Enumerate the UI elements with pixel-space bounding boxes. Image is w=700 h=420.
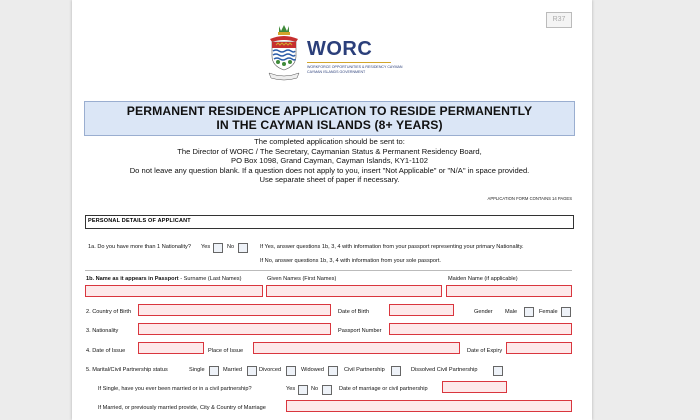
- instruction-line: PO Box 1098, Grand Cayman, Cayman Islands, KY1-1102: [231, 156, 428, 165]
- page-count-note: APPLICATION FORM CONTAINS 14 PAGES: [487, 196, 572, 201]
- instruction-line: The Director of WORC / The Secretary, Caymanian Status & Permanent Residency Board,: [177, 146, 482, 156]
- place-of-issue-label: Place of Issue: [208, 348, 244, 354]
- form-number: R37: [546, 12, 572, 28]
- passport-number-field[interactable]: [389, 323, 572, 335]
- section-header: [85, 215, 574, 229]
- instruction-line: Use separate sheet of paper if necessary.: [259, 175, 400, 184]
- married-question-label: If Married, or previously married provide, City & Country of Marriage: [98, 405, 266, 411]
- civil-partnership-label: Civil Partnership: [344, 367, 385, 373]
- title-line-2: IN THE CAYMAN ISLANDS (8+ YEARS): [216, 118, 443, 132]
- dissolved-civil-partnership-label: Dissolved Civil Partnership: [411, 367, 478, 373]
- logo-subtitle-1: WORKFORCE OPPORTUNITIES & RESIDENCY CAYMAN: [307, 65, 403, 69]
- maiden-name-field[interactable]: [446, 285, 572, 297]
- male-label: Male: [505, 309, 518, 315]
- instructions: [84, 137, 575, 185]
- section-title: PERSONAL DETAILS OF APPLICANT: [88, 218, 191, 224]
- nationality-label: 3. Nationality: [86, 328, 119, 334]
- dissolved-civil-partnership-checkbox[interactable]: [493, 366, 503, 376]
- coat-of-arms-icon: [265, 23, 303, 83]
- widowed-label: Widowed: [301, 367, 325, 373]
- single-label: Single: [189, 367, 205, 373]
- q1b-label-bold: 1b. Name as it appears in Passport: [86, 276, 179, 282]
- passport-number-label: Passport Number: [338, 328, 382, 334]
- given-names-field[interactable]: [266, 285, 442, 297]
- single-question-label: If Single, have you ever been married or in a civil partnership?: [98, 386, 252, 392]
- nationality-field[interactable]: [138, 323, 331, 335]
- row-divider: [85, 270, 572, 271]
- logo-subtitle-2: CAYMAN ISLANDS GOVERNMENT: [307, 70, 366, 74]
- single-yes-label: Yes: [286, 386, 296, 392]
- page-title: [84, 104, 575, 132]
- date-of-birth-field[interactable]: [389, 304, 454, 316]
- single-no-label: No: [311, 386, 319, 392]
- instruction-line: Do not leave any question blank. If a question does not apply to you, insert "Not Applicable" or "N/A" in space provided.: [129, 165, 530, 175]
- q1b-label: [86, 276, 241, 282]
- form-page: [72, 0, 592, 420]
- date-of-expiry-label: Date of Expiry: [467, 348, 503, 354]
- surname-field[interactable]: [85, 285, 263, 297]
- given-names-label: Given Names (First Names): [267, 276, 337, 282]
- civil-partnership-checkbox[interactable]: [391, 366, 401, 376]
- female-checkbox[interactable]: [561, 307, 571, 317]
- q1a-note-yes: If Yes, answer questions 1b, 3, 4 with information from your passport representing your primary Nationality.: [260, 244, 524, 250]
- maiden-name-label: Maiden Name (if applicable): [448, 276, 518, 282]
- q1a-label: 1a. Do you have more than 1 Nationality?: [88, 244, 191, 250]
- country-of-birth-label: 2. Country of Birth: [86, 309, 132, 315]
- date-of-birth-label: Date of Birth: [338, 309, 370, 315]
- q1a-yes-label: Yes: [201, 244, 211, 250]
- country-of-birth-field[interactable]: [138, 304, 331, 316]
- marital-status-label: 5. Marital/Civil Partnership status: [86, 367, 168, 373]
- q1a-no-label: No: [227, 244, 235, 250]
- male-checkbox[interactable]: [524, 307, 534, 317]
- single-no-checkbox[interactable]: [322, 385, 332, 395]
- instruction-line: The completed application should be sent to:: [254, 137, 405, 146]
- logo-divider: [307, 62, 391, 63]
- date-of-expiry-field[interactable]: [506, 342, 572, 354]
- divorced-checkbox[interactable]: [286, 366, 296, 376]
- female-label: Female: [539, 309, 558, 315]
- city-country-of-marriage-field[interactable]: [286, 400, 572, 412]
- widowed-checkbox[interactable]: [328, 366, 338, 376]
- logo-subtitle: [307, 65, 427, 75]
- marriage-date-field[interactable]: [442, 381, 507, 393]
- logo-text: WORC: [307, 38, 373, 60]
- q1a-no-checkbox[interactable]: [238, 243, 248, 253]
- single-yes-checkbox[interactable]: [298, 385, 308, 395]
- date-of-issue-label: 4. Date of Issue: [86, 348, 126, 354]
- married-label: Married: [223, 367, 242, 373]
- q1b-label-rest: - Surname (Last Names): [178, 276, 242, 282]
- divorced-label: Divorced: [259, 367, 282, 373]
- married-checkbox[interactable]: [247, 366, 257, 376]
- date-of-issue-field[interactable]: [138, 342, 204, 354]
- gender-label: Gender: [474, 309, 493, 315]
- title-line-1: PERMANENT RESIDENCE APPLICATION TO RESIDE PERMANENTLY: [126, 104, 533, 118]
- place-of-issue-field[interactable]: [253, 342, 460, 354]
- single-checkbox[interactable]: [209, 366, 219, 376]
- q1a-yes-checkbox[interactable]: [213, 243, 223, 253]
- marriage-date-label: Date of marriage or civil partnership: [339, 386, 428, 392]
- q1a-note-no: If No, answer questions 1b, 3, 4 with information from your sole passport.: [260, 258, 441, 264]
